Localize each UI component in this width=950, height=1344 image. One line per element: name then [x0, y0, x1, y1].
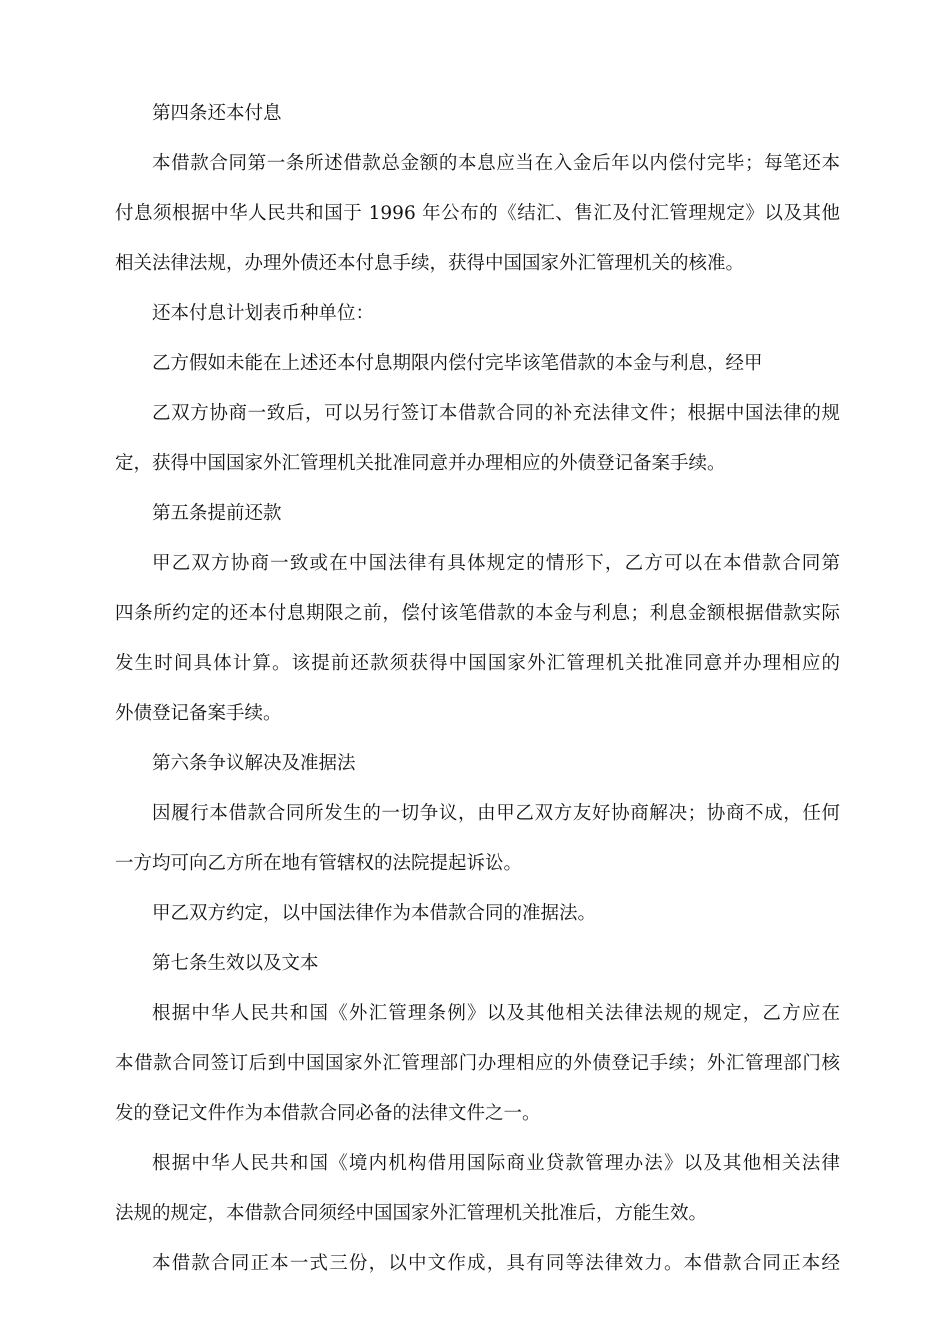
paragraph-line: 四条所约定的还本付息期限之前，偿付该笔借款的本金与利息；利息金额根据借款实际 [115, 603, 840, 624]
paragraph-line: 付息须根据中华人民共和国于 1996 年公布的《结汇、售汇及付汇管理规定》以及其他 [115, 203, 840, 224]
article-7-heading: 第七条生效以及文本 [152, 953, 319, 974]
paragraph-line: 甲乙双方协商一致或在中国法律有具体规定的情形下，乙方可以在本借款合同第 [152, 553, 840, 574]
paragraph-line: 因履行本借款合同所发生的一切争议，由甲乙双方友好协商解决；协商不成，任何 [152, 803, 840, 824]
paragraph-line: 甲乙双方约定，以中国法律作为本借款合同的准据法。 [152, 903, 597, 924]
paragraph-line: 本借款合同正本一式三份，以中文作成，具有同等法律效力。本借款合同正本经 [152, 1253, 840, 1274]
paragraph-line: 根据中华人民共和国《外汇管理条例》以及其他相关法律法规的规定，乙方应在 [152, 1003, 840, 1024]
paragraph-line: 本借款合同第一条所述借款总金额的本息应当在入金后年以内偿付完毕；每笔还本 [152, 153, 840, 174]
paragraph-line: 发的登记文件作为本借款合同必备的法律文件之一。 [115, 1103, 541, 1124]
paragraph-line: 一方均可向乙方所在地有管辖权的法院提起诉讼。 [115, 853, 523, 874]
paragraph-line: 法规的规定，本借款合同须经中国国家外汇管理机关批准后，方能生效。 [115, 1203, 708, 1224]
paragraph-line: 外债登记备案手续。 [115, 703, 282, 724]
paragraph-line: 相关法律法规，办理外债还本付息手续，获得中国国家外汇管理机关的核准。 [115, 253, 745, 274]
paragraph-line: 根据中华人民共和国《境内机构借用国际商业贷款管理办法》以及其他相关法律 [152, 1153, 840, 1174]
article-4-heading: 第四条还本付息 [152, 103, 282, 124]
paragraph-line: 还本付息计划表币种单位： [152, 303, 375, 324]
paragraph-line: 乙方假如未能在上述还本付息期限内偿付完毕该笔借款的本金与利息，经甲 [152, 353, 763, 374]
paragraph-line: 本借款合同签订后到中国国家外汇管理部门办理相应的外债登记手续；外汇管理部门核 [115, 1053, 840, 1074]
article-5-heading: 第五条提前还款 [152, 503, 282, 524]
paragraph-line: 乙双方协商一致后，可以另行签订本借款合同的补充法律文件；根据中国法律的规 [152, 403, 840, 424]
paragraph-line: 发生时间具体计算。该提前还款须获得中国国家外汇管理机关批准同意并办理相应的 [115, 653, 840, 674]
article-6-heading: 第六条争议解决及准据法 [152, 753, 356, 774]
paragraph-line: 定，获得中国国家外汇管理机关批准同意并办理相应的外债登记备案手续。 [115, 453, 726, 474]
